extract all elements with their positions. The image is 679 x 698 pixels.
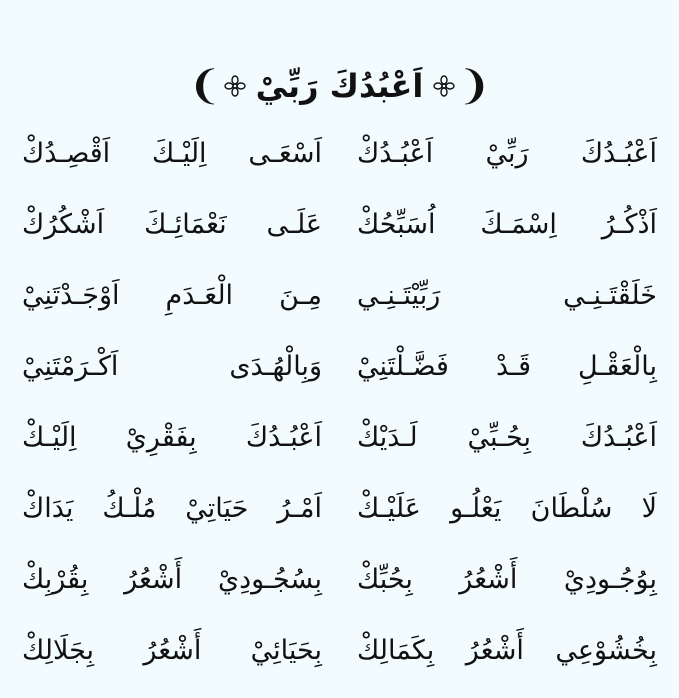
verse-right-hemistich: اَذْكُـرُ اِسْمَـكَ اُسَبِّحُكْ (357, 209, 657, 240)
verse-row (22, 473, 657, 544)
verse-right-hemistich: بِوُجُـودِيْ أَشْعُرُ بِحُبِّكْ (357, 564, 657, 595)
verse-row (22, 189, 657, 260)
verse-right-hemistich: بِالْعَقْـلِ قَـدْ فَضَّـلْتَنِيْ (357, 351, 657, 382)
verse-row (22, 544, 657, 615)
verse-right-hemistich: بِخُشُوْعِي أَشْعُرُ بِكَمَالِكْ (357, 635, 657, 666)
verse-row (22, 260, 657, 331)
poem-body (22, 118, 657, 686)
verse-left-hemistich: عَلَـى نَعْمَائِـكَ اَشْكُرُكْ (22, 209, 322, 240)
verse-left-hemistich: اَسْعَـى اِلَيْـكَ اَقْصِـدُكْ (22, 138, 322, 169)
ornament-right (433, 63, 491, 109)
verse-right-hemistich: خَلَقْتَـنِـي رَبِّيْتَـنِـي (357, 280, 657, 311)
verse-left-hemistich: اَمْـرُ حَيَاتِيْ مُلْـكُ يَدَاكْ (22, 493, 322, 524)
verse-right-hemistich: اَعْبُـدُكَ بِحُـبِّيْ لَـدَيْكْ (357, 422, 657, 453)
verse-left-hemistich: بِحَيَائِيْ أَشْعُرُ بِجَلَالِكْ (22, 635, 322, 666)
title-row (0, 58, 679, 114)
ornament-left (188, 63, 246, 109)
verse-row (22, 615, 657, 686)
verse-row (22, 118, 657, 189)
flower-icon (224, 75, 246, 97)
page-title: اَعْبُدُكَ رَبِّيْ (255, 67, 424, 105)
bracket-left-icon: ❨ (188, 63, 222, 109)
verse-left-hemistich: مِـنَ الْعَـدَمِ اَوْجَـدْتَنِيْ (22, 280, 322, 311)
verse-row (22, 402, 657, 473)
bracket-right-icon: ❩ (457, 63, 491, 109)
verse-right-hemistich: لَا سُلْطَانَ يَعْلُـو عَلَيْـكْ (357, 493, 657, 524)
verse-left-hemistich: وَبِالْهُـدَى اَكْـرَمْتَنِيْ (22, 351, 322, 382)
verse-left-hemistich: بِسُجُـودِيْ أَشْعُرُ بِقُرْبِكْ (22, 564, 322, 595)
verse-right-hemistich: اَعْبُـدُكَ رَبِّيْ اَعْبُـدُكْ (357, 138, 657, 169)
flower-icon (433, 75, 455, 97)
verse-left-hemistich: اَعْبُـدُكَ بِفَقْرِيْ اِلَيْـكْ (22, 422, 322, 453)
verse-row (22, 331, 657, 402)
